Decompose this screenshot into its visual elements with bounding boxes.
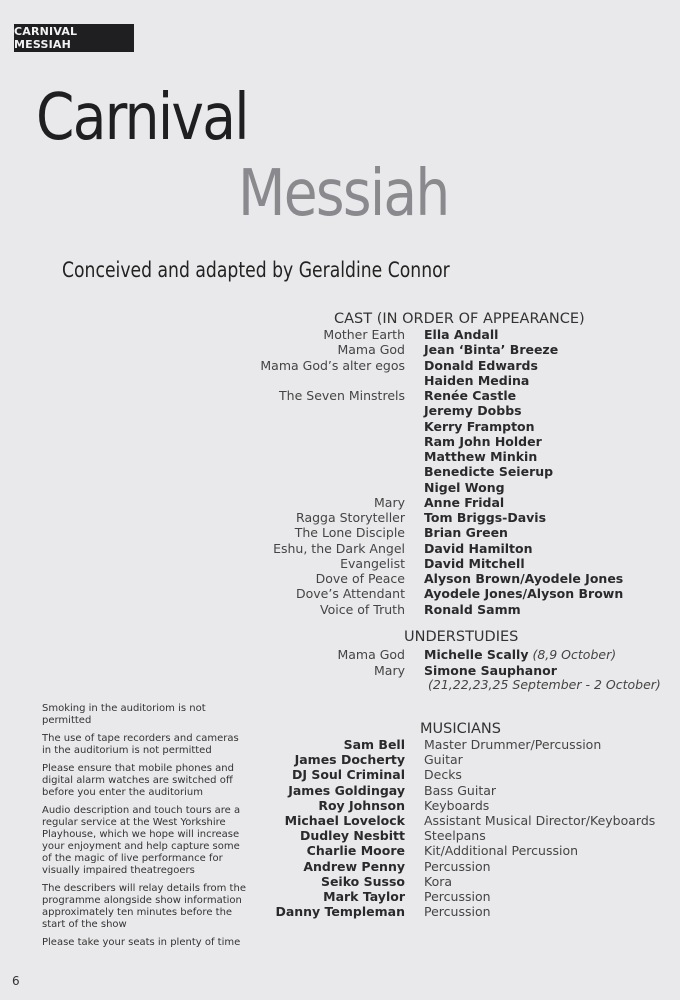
section-tag: CARNIVAL MESSIAH bbox=[14, 24, 134, 52]
understudy-name bbox=[424, 647, 616, 662]
understudy-name bbox=[424, 663, 557, 678]
musician-instrument: Bass Guitar bbox=[424, 782, 497, 798]
subtitle: Conceived and adapted by Geraldine Connor bbox=[62, 258, 450, 282]
musician-instrument: Master Drummer/Percussion bbox=[424, 737, 602, 752]
cast-role: Mary bbox=[374, 494, 405, 510]
cast-name: Renée Castle bbox=[424, 388, 517, 403]
cast-name: Kerry Frampton bbox=[424, 418, 535, 434]
understudy-note: (8,9 October) bbox=[528, 647, 617, 662]
understudy-role: Mary bbox=[374, 662, 405, 678]
page-number: 6 bbox=[12, 974, 20, 988]
house-note: The describers will relay details from the programme alongside show information approximately ten minutes before the start of the show bbox=[42, 883, 246, 930]
musician-instrument: Guitar bbox=[424, 752, 463, 768]
house-note: Please ensure that mobile phones and digital alarm watches are switched off before you enter the auditorium bbox=[42, 763, 234, 798]
musician-name: Dudley Nesbitt bbox=[299, 828, 405, 844]
musician-name: Mark Taylor bbox=[323, 889, 405, 904]
musician-name: Andrew Penny bbox=[303, 858, 405, 874]
musician-instrument: Percussion bbox=[424, 889, 491, 904]
understudy-name-text: Michelle Scally bbox=[424, 647, 529, 662]
house-note: Audio description and touch tours are a regular service at the West Yorkshire Playhouse, which we hope will increase your enjoyment and help capture some of the magic of live performance for visually impaired theatregoers bbox=[42, 805, 241, 876]
cast-name: Matthew Minkin bbox=[424, 449, 538, 464]
musicians-heading: MUSICIANS bbox=[420, 721, 501, 737]
understudy-name-text: Simone Sauphanor bbox=[424, 662, 557, 678]
cast-name: Tom Briggs-Davis bbox=[424, 510, 547, 525]
title-line-1: Carnival bbox=[36, 81, 248, 155]
cast-role: Mama God’s alter egos bbox=[260, 357, 405, 373]
musician-name: Michael Lovelock bbox=[284, 813, 405, 828]
cast-name: Ella Andall bbox=[424, 327, 499, 342]
cast-name: Jean ‘Binta’ Breeze bbox=[424, 342, 559, 358]
musician-name: Danny Templeman bbox=[275, 904, 405, 920]
cast-role: Mother Earth bbox=[323, 327, 405, 342]
cast-role: Eshu, the Dark Angel bbox=[273, 540, 405, 556]
musician-instrument: Kora bbox=[424, 873, 453, 889]
musician-instrument: Steelpans bbox=[424, 828, 486, 844]
understudies-heading: UNDERSTUDIES bbox=[404, 629, 519, 645]
cast-name: Haiden Medina bbox=[424, 372, 530, 388]
cast-role: Evangelist bbox=[340, 555, 405, 571]
musician-name: Seiko Susso bbox=[320, 873, 405, 889]
musician-instrument: Kit/Additional Percussion bbox=[424, 843, 579, 859]
cast-name: Brian Green bbox=[424, 525, 508, 541]
musician-instrument: Percussion bbox=[424, 904, 491, 920]
cast-name: David Hamilton bbox=[424, 540, 533, 556]
cast-name: Anne Fridal bbox=[424, 494, 505, 510]
cast-name: Alyson Brown/Ayodele Jones bbox=[424, 571, 624, 586]
cast-name: Ayodele Jones/Alyson Brown bbox=[424, 586, 624, 602]
cast-name: Ram John Holder bbox=[424, 433, 542, 449]
musician-instrument: Decks bbox=[424, 767, 462, 783]
house-note: Smoking in the auditoriom is not permitted bbox=[42, 703, 206, 726]
cast-role: The Lone Disciple bbox=[294, 525, 405, 541]
musician-instrument: Assistant Musical Director/Keyboards bbox=[424, 813, 656, 828]
house-note: Please take your seats in plenty of time bbox=[42, 937, 241, 948]
cast-name: Benedicte Seierup bbox=[424, 464, 554, 480]
title-line-2: Messiah bbox=[238, 157, 449, 231]
cast-name: Ronald Samm bbox=[424, 601, 521, 617]
cast-role: The Seven Minstrels bbox=[279, 388, 405, 403]
musician-name: James Goldingay bbox=[288, 782, 405, 798]
cast-role: Dove of Peace bbox=[315, 571, 405, 586]
understudy-role: Mama God bbox=[337, 647, 405, 662]
cast-name: Jeremy Dobbs bbox=[424, 403, 522, 419]
musician-instrument: Percussion bbox=[424, 858, 491, 874]
musician-name: Sam Bell bbox=[343, 737, 405, 752]
house-notes bbox=[42, 703, 250, 955]
cast-name: Donald Edwards bbox=[424, 357, 538, 373]
musician-name: DJ Soul Criminal bbox=[291, 767, 405, 783]
musician-instrument: Keyboards bbox=[424, 797, 490, 813]
cast-role: Dove’s Attendant bbox=[296, 586, 405, 602]
cast-role: Ragga Storyteller bbox=[296, 510, 405, 525]
house-note: The use of tape recorders and cameras in the auditorium is not permitted bbox=[42, 733, 239, 756]
cast-role: Mama God bbox=[337, 342, 405, 358]
cast-name: Nigel Wong bbox=[424, 479, 505, 495]
understudy-dates-note: (21,22,23,25 September - 2 October) bbox=[428, 677, 661, 692]
musician-name: James Docherty bbox=[294, 752, 405, 768]
cast-heading: CAST (IN ORDER OF APPEARANCE) bbox=[334, 311, 585, 327]
cast-role: Voice of Truth bbox=[320, 601, 405, 617]
cast-name: David Mitchell bbox=[424, 555, 525, 571]
musician-name: Charlie Moore bbox=[306, 843, 405, 859]
musician-name: Roy Johnson bbox=[318, 797, 405, 813]
